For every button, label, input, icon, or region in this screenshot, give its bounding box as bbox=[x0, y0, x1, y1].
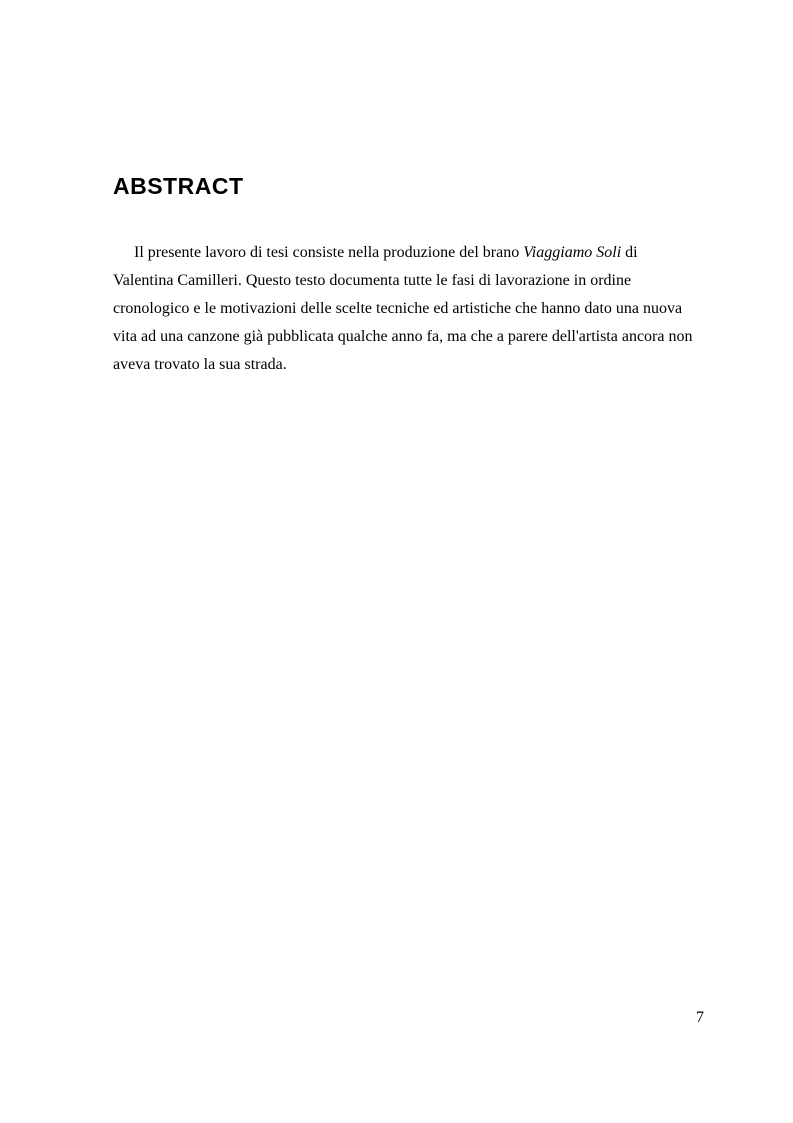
abstract-paragraph bbox=[113, 239, 696, 379]
song-title-italic: Viaggiamo Soli bbox=[523, 244, 622, 261]
paragraph-text-after-title: di Valentina Camilleri. Questo testo documenta tutte le fasi di lavorazione in ordine cronologico e le motivazioni delle scelte tecniche ed artistiche che hanno dato una nuova vita ad una canzone già pubblicata qualche anno fa, ma che a parere dell'artista ancora non aveva trovato la sua strada. bbox=[113, 244, 693, 373]
paragraph-text-before-title: Il presente lavoro di tesi consiste nella produzione del brano bbox=[134, 244, 524, 261]
abstract-heading: ABSTRACT bbox=[113, 173, 244, 199]
page-number: 7 bbox=[696, 1009, 704, 1026]
